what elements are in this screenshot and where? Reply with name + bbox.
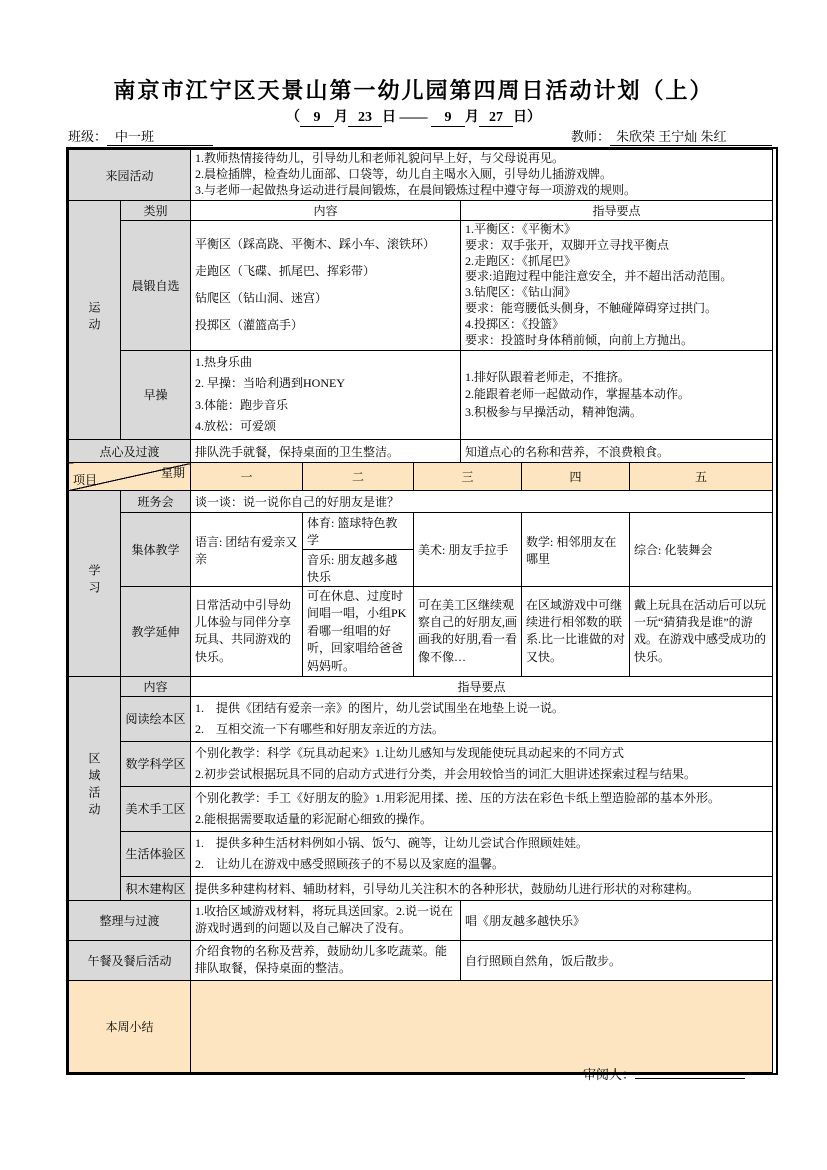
morning-gym-content xyxy=(191,350,461,439)
guidance-line: 1. 提供多种生活材料例如小锅、饭勺、碗等，让幼儿尝试合作照顾娃娃。 xyxy=(195,835,589,850)
class-meeting-label: 班务会 xyxy=(121,491,191,513)
guidance-line: 2.初步尝试根据玩具不同的启动方式进行分类，并会用较恰当的词汇大胆讲述探索过程与结果。 xyxy=(195,766,697,781)
plan-table xyxy=(66,147,778,1075)
morning-exercise-guidance xyxy=(461,221,773,351)
tidy-row xyxy=(69,900,773,940)
regional-header-row xyxy=(69,676,773,696)
class-field xyxy=(68,126,213,146)
morning-exercise-content xyxy=(191,221,461,351)
class-label: 班级： xyxy=(68,129,108,144)
snack-guidance: 知道点心的名称和营养，不浪费粮食。 xyxy=(461,440,773,463)
guidance-line: 4.投掷区：《投篮》 xyxy=(465,316,565,331)
reviewer-label: 审阅人： xyxy=(582,1067,635,1082)
group-teaching-tue-pe: 体育: 篮球特色教学 xyxy=(303,513,414,550)
guidance-line: 要求:追跑过程中能注意安全，并不超出活动范围。 xyxy=(465,269,733,284)
arrival-row xyxy=(69,150,773,201)
teacher-value: 朱欣荣 王宁灿 朱红 xyxy=(610,126,772,146)
group-teaching-fri: 综合: 化装舞会 xyxy=(630,513,773,587)
teacher-label: 教师： xyxy=(570,129,610,144)
guidance-line: 要求：双手张开，双脚开立寻找平衡点 xyxy=(465,237,670,252)
art-craft-area-guidance xyxy=(191,786,773,831)
group-teaching-row xyxy=(69,513,773,550)
lunch-label: 午餐及餐后活动 xyxy=(69,940,191,980)
group-teaching-wed: 美术: 朋友手拉手 xyxy=(414,513,522,587)
class-value: 中一班 xyxy=(107,126,213,146)
reviewer-blank xyxy=(635,1064,745,1079)
arrival-line: 3.与老师一起做热身运动进行晨间锻炼，在晨间锻炼过程中遵守每一项游戏的规则。 xyxy=(195,182,637,197)
day-2-value: 27 xyxy=(479,110,513,127)
date-close: 日） xyxy=(513,110,541,125)
regional-guidance-header: 指导要点 xyxy=(191,676,773,696)
section-learning xyxy=(68,462,773,677)
day-header-thu: 四 xyxy=(522,463,630,491)
block-building-area-guidance xyxy=(191,876,773,900)
group-teaching-mon: 语言: 团结有爱亲又亲 xyxy=(191,513,303,587)
guidance-line: 个别化教学：科学《玩具动起来》1.让幼儿感知与发现能使玩具动起来的不同方式 xyxy=(195,745,625,760)
section-sport xyxy=(68,149,773,463)
day-header-wed: 三 xyxy=(414,463,522,491)
math-science-area-guidance xyxy=(191,741,773,786)
day-header-mon: 一 xyxy=(191,463,303,491)
guidance-line: 1.平衡区：《平衡木》 xyxy=(465,222,577,236)
snack-content: 排队洗手就餐，保持桌面的卫生整洁。 xyxy=(191,440,461,463)
day-header-tue: 二 xyxy=(303,463,414,491)
teacher-field xyxy=(571,126,772,146)
guidance-line: 2.能根据需要取适量的彩泥耐心细致的操作。 xyxy=(195,811,433,826)
corner-item-label: 项目 xyxy=(73,473,98,487)
corner-week-label: 星期 xyxy=(160,466,185,480)
block-building-area-row xyxy=(69,876,773,900)
guidance-line: 3.钻爬区：《钻山洞》 xyxy=(465,285,577,300)
guidance-line: 1. 提供《团结有爱亲一亲》的图片，幼儿尝试围坐在地垫上说一说。 xyxy=(195,700,565,715)
regional-section-label: 区域活动 xyxy=(69,676,121,900)
month-2-unit: 月 xyxy=(465,110,479,125)
guidance-line: 个别化教学：手工《好朋友的脸》1.用彩泥用揉、搓、压的方法在彩色卡纸上塑造脸部的基本外形。 xyxy=(195,790,721,805)
group-teaching-thu: 数学: 相邻朋友在哪里 xyxy=(522,513,630,587)
date-range xyxy=(0,106,827,127)
extension-tue: 可在休息、过度时间唱一唱，小组PK看哪一组唱的好听，回家唱给爸爸妈妈听。 xyxy=(303,587,414,677)
block-building-area-label: 积木建构区 xyxy=(121,876,191,900)
group-teaching-label: 集体教学 xyxy=(121,513,191,587)
content-line: 投掷区（灌篮高手） xyxy=(195,318,304,333)
info-line xyxy=(68,126,772,146)
section-regional xyxy=(68,676,773,901)
guidance-line: 2.走跑区：《抓尾巴》 xyxy=(465,253,577,268)
sport-header-row xyxy=(69,201,773,221)
guidance-line: 3.积极参与早操活动，精神饱满。 xyxy=(465,404,643,419)
art-craft-area-row xyxy=(69,786,773,831)
month-1-unit: 月 xyxy=(334,110,348,125)
learning-section-label: 学习 xyxy=(69,491,121,677)
content-line: 3.体能：跑步音乐 xyxy=(195,397,289,412)
arrival-content xyxy=(191,150,773,201)
life-experience-area-label: 生活体验区 xyxy=(121,831,191,876)
lunch-guidance: 自行照顾自然角，饭后散步。 xyxy=(461,940,773,980)
life-experience-area-guidance xyxy=(191,831,773,876)
group-teaching-tue-music: 音乐: 朋友越多越快乐 xyxy=(303,550,414,587)
class-meeting-row xyxy=(69,491,773,513)
regional-content-header: 内容 xyxy=(121,676,191,696)
reading-area-label: 阅读绘本区 xyxy=(121,696,191,741)
math-science-area-row xyxy=(69,741,773,786)
tidy-content: 1.收拾区域游戏材料，将玩具送回家。2.说一说在游戏时遇到的问题以及自己解决了没有。 xyxy=(191,900,461,940)
content-line: 平衡区（踩高跷、平衡木、踩小车、滚铁环） xyxy=(195,237,436,252)
summary-content xyxy=(191,980,773,1072)
morning-exercise-label: 晨锻自选 xyxy=(121,221,191,351)
extension-row xyxy=(69,587,773,677)
extension-fri: 戴上玩具在活动后可以玩一玩“猜猜我是谁”的游戏。在游戏中感受成功的快乐。 xyxy=(630,587,773,677)
guidance-line: 2. 让幼儿在游戏中感受照顾孩子的不易以及家庭的温馨。 xyxy=(195,856,505,871)
section-transition xyxy=(68,900,773,981)
reading-area-guidance xyxy=(191,696,773,741)
guidance-line: 1.排好队跟着老师走，不推挤。 xyxy=(465,369,631,384)
content-line: 钻爬区（钻山洞、迷宫） xyxy=(195,291,328,306)
week-corner-cell xyxy=(69,463,191,491)
content-line: 1.热身乐曲 xyxy=(195,354,253,369)
morning-gym-row xyxy=(69,350,773,439)
extension-wed: 可在美工区继续观察自己的好朋友,画画我的好朋,看一看像不像… xyxy=(414,587,522,677)
lunch-content: 介绍食物的名称及营养，鼓励幼儿多吃蔬菜。能排队取餐，保持桌面的整洁。 xyxy=(191,940,461,980)
snack-label: 点心及过渡 xyxy=(69,440,191,463)
summary-label: 本周小结 xyxy=(69,980,191,1072)
week-header-row xyxy=(69,463,773,491)
sport-section-label: 运动 xyxy=(69,201,121,440)
month-2-value: 9 xyxy=(431,110,465,127)
date-dash: —— xyxy=(399,110,428,125)
guidance-line: 要求：能弯腰低头侧身，不触碰障碍穿过拱门。 xyxy=(465,301,718,316)
snack-row xyxy=(69,440,773,463)
content-line: 2. 早操：当哈利遇到HONEY xyxy=(195,376,346,391)
morning-gym-guidance xyxy=(461,350,773,439)
arrival-label: 来园活动 xyxy=(69,150,191,201)
math-science-area-label: 数学科学区 xyxy=(121,741,191,786)
content-line: 走跑区（飞碟、抓尾巴、挥彩带） xyxy=(195,264,376,279)
guidance-line: 提供多种建构材料、辅助材料，引导幼儿关注积木的各种形状，鼓励幼儿进行形状的对称建构。 xyxy=(195,881,700,896)
date-open: （ xyxy=(286,110,300,125)
tidy-label: 整理与过渡 xyxy=(69,900,191,940)
extension-thu: 在区域游戏中可继续进行相邻数的联系.比一比谁做的对又快。 xyxy=(522,587,630,677)
life-experience-area-row xyxy=(69,831,773,876)
content-line: 4.放松：可爱颂 xyxy=(195,419,277,434)
guidance-header: 指导要点 xyxy=(461,201,773,221)
guidance-line: 要求：投篮时身体稍前倾，向前上方抛出。 xyxy=(465,332,694,347)
category-header: 类别 xyxy=(121,201,191,221)
class-meeting-content: 谈一谈：说一说你自己的好朋友是谁？ xyxy=(191,491,773,513)
content-header: 内容 xyxy=(191,201,461,221)
reading-area-row xyxy=(69,696,773,741)
morning-gym-label: 早操 xyxy=(121,350,191,439)
guidance-line: 2.能跟着老师一起做动作，掌握基本动作。 xyxy=(465,387,691,402)
day-header-fri: 五 xyxy=(630,463,773,491)
arrival-line: 2.晨检插牌，检查幼儿面部、口袋等，幼儿自主喝水入厕，引导幼儿插游戏牌。 xyxy=(195,166,613,181)
day-1-unit: 日 xyxy=(382,110,396,125)
extension-mon: 日常活动中引导幼儿体验与同伴分享玩具、共同游戏的快乐。 xyxy=(191,587,303,677)
lunch-row xyxy=(69,940,773,980)
page-title: 南京市江宁区天景山第一幼儿园第四周日活动计划（上） xyxy=(113,78,714,103)
section-summary xyxy=(68,980,773,1073)
reviewer-line xyxy=(583,1064,745,1083)
month-1-value: 9 xyxy=(300,110,334,127)
guidance-line: 2. 互相交流一下有哪些和好朋友亲近的方法。 xyxy=(195,721,445,736)
tidy-guidance: 唱《朋友越多越快乐》 xyxy=(461,900,773,940)
extension-label: 教学延伸 xyxy=(121,587,191,677)
day-1-value: 23 xyxy=(348,110,382,127)
summary-row xyxy=(69,980,773,1072)
art-craft-area-label: 美术手工区 xyxy=(121,786,191,831)
morning-exercise-row xyxy=(69,221,773,351)
arrival-line: 1.教师热情接待幼儿，引导幼儿和老师礼貌问早上好，与父母说再见。 xyxy=(195,151,565,165)
